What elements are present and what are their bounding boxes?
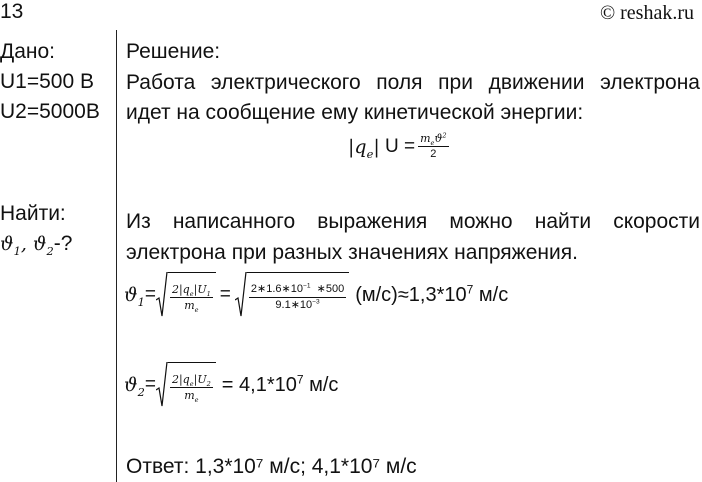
- answer-line: Ответ: 1,3*10⁷ м/с; 4,1*10⁷ м/с: [126, 455, 417, 478]
- energy-formula: $|q_e|$ U = $\frac{m_eϑ^2}{2}$: [348, 131, 447, 161]
- solution-paragraph-1-line-2: идет на сообщение ему кинетической энергии:: [126, 101, 584, 124]
- velocity-2-formula: $ϑ_2$ = $\frac{2|q_e|U_2}{m_e}$ = $4,1*10^7$ м/с: [124, 362, 338, 408]
- given-title: Дано:: [0, 40, 56, 63]
- find-title: Найти:: [0, 202, 66, 225]
- solution-title: Решение:: [126, 40, 221, 63]
- page-number: 13: [0, 0, 24, 23]
- solution-paragraph-2-line-1: Из написанного выражения можно найти скорости: [126, 210, 700, 233]
- site-watermark: © reshak.ru: [599, 2, 694, 24]
- given-u1: U1=500 В: [0, 70, 94, 93]
- solution-paragraph-2-line-2: электрона при разных значениях напряжения.: [126, 241, 578, 264]
- given-u2: U2=5000В: [0, 100, 100, 123]
- velocity-1-formula: $ϑ_1$ = $\frac{2|q_e|U_1}{m_e}$ = $\frac{2∗1.6∗10^{-1} ∗500}{9.1∗10^{-3}}$ $(м/с)\approx 1,3*10^7$ м/с: [124, 272, 508, 318]
- column-divider: [116, 30, 117, 482]
- find-value: $ϑ_1$, $ϑ_2-$?: [0, 232, 73, 258]
- solution-paragraph-1-line-1: Работа электрического поля при движении электрона: [126, 71, 700, 94]
